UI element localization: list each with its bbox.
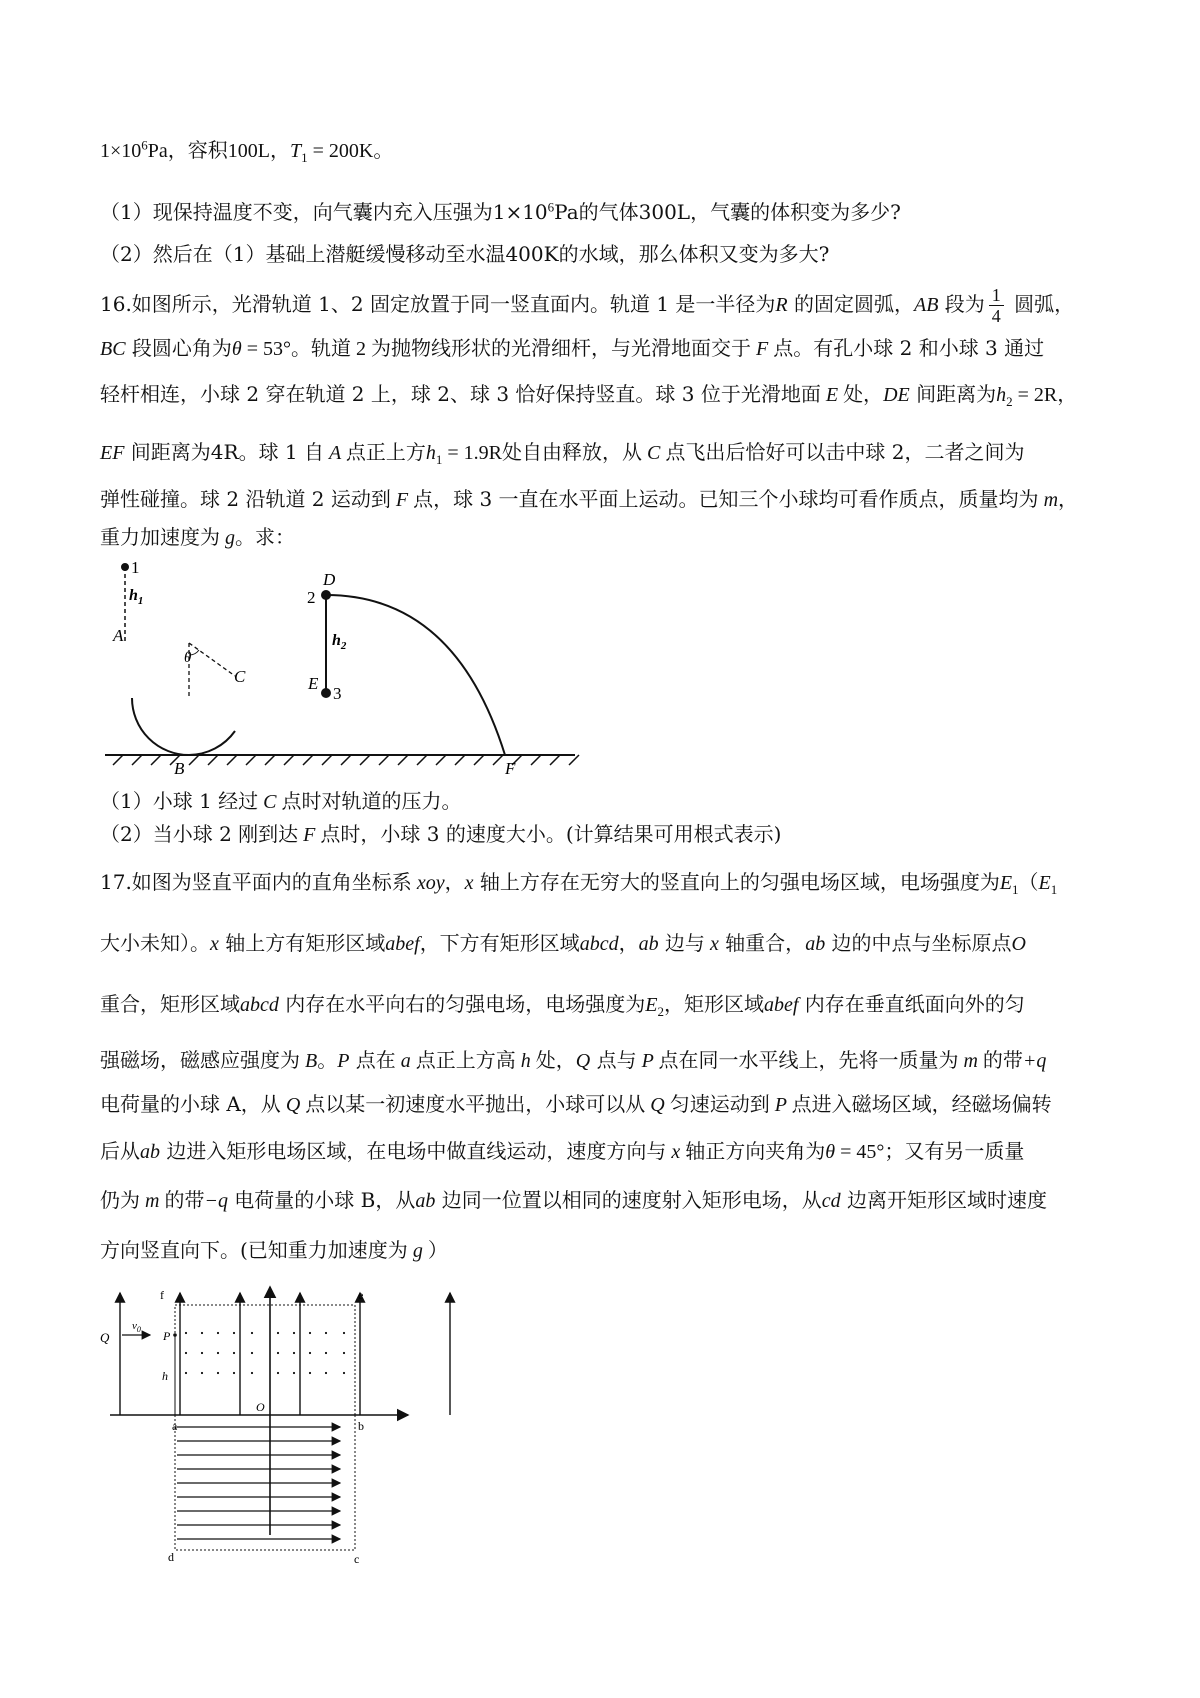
hatch-mark [303, 755, 313, 765]
fig-label-ball2: 2 [307, 588, 316, 607]
ball-1 [121, 563, 129, 571]
hatch-mark [379, 755, 389, 765]
fig-label-A: A [113, 626, 124, 645]
ball-3 [321, 688, 331, 698]
field-dot [201, 1352, 203, 1354]
q16-line6: 重力加速度为 g。求： [100, 525, 295, 549]
hatch-mark [436, 755, 446, 765]
fig17-label-Q: Q [100, 1330, 110, 1345]
field-dot [325, 1372, 327, 1374]
region-abef [175, 1305, 355, 1415]
field-dot [217, 1372, 219, 1374]
fig17-label-P: P [163, 1329, 171, 1343]
ball-2 [321, 590, 331, 600]
q17-line2: 大小未知）。x 轴上方有矩形区域abef，下方有矩形区域abcd，ab 边与 x 轴重合，ab 边的中点与坐标原点O [100, 931, 1026, 955]
q17-field-figure [100, 1285, 470, 1565]
hatch-mark [227, 755, 237, 765]
hatch-mark [474, 755, 484, 765]
hatch-mark [341, 755, 351, 765]
hatch-mark [113, 755, 123, 765]
q17-line7: 仍为 m 的带−q 电荷量的小球 B，从ab 边同一位置以相同的速度射入矩形电场，从cd 边离开矩形区域时速度 [100, 1188, 1047, 1212]
field-dot [233, 1352, 235, 1354]
field-dot [217, 1352, 219, 1354]
field-dot [277, 1372, 279, 1374]
fig-label-theta: θ [184, 650, 192, 666]
track-1-arc [132, 698, 235, 755]
field-dot [185, 1372, 187, 1374]
one-quarter-fraction: $\frac{1}{4}$ [989, 285, 1004, 326]
e1-field-lines [120, 1293, 450, 1415]
fig-label-F: F [505, 759, 516, 778]
q16-line4: EF 间距离为4R。球 1 自 A 点正上方$h_1 = 1.9R$处自由释放，从 C 点飞出后恰好可以击中球 2，二者之间为 [100, 440, 1025, 467]
hatch-mark [265, 755, 275, 765]
fig-label-ball1: 1 [131, 558, 140, 577]
hatch-mark [455, 755, 465, 765]
field-dot [309, 1352, 311, 1354]
fig17-label-v0: $v_0$ [132, 1320, 141, 1334]
q15-part1: （1）现保持温度不变，向气囊内充入压强为$1\times 10^6Pa$的气体300L，气囊的体积变为多少? [100, 199, 901, 224]
hatch-mark [208, 755, 218, 765]
track-2-parabola [326, 595, 505, 755]
fig17-label-e: e [358, 1288, 364, 1302]
hatch-mark [246, 755, 256, 765]
q15-conditions: $1\times 10^6Pa$，容积100L，$T_1 = 200K$。 [100, 137, 394, 165]
field-dot [343, 1332, 345, 1334]
fig-label-h1: $h_1$ [129, 587, 144, 607]
fig-label-C: C [234, 667, 246, 686]
magnetic-field-dots [185, 1332, 345, 1374]
hatch-mark [569, 755, 579, 765]
field-dot [309, 1332, 311, 1334]
field-dot [201, 1332, 203, 1334]
field-dot [185, 1352, 187, 1354]
q17-line8: 方向竖直向下。(已知重力加速度为 g ） [100, 1238, 448, 1262]
fig-label-h2: $h_2$ [332, 632, 347, 652]
fig17-label-O: O [256, 1400, 265, 1414]
hatch-mark [284, 755, 294, 765]
hatch-mark [398, 755, 408, 765]
fig-label-ball3: 3 [333, 684, 342, 703]
field-dot [293, 1352, 295, 1354]
field-dot [343, 1352, 345, 1354]
q16-line1: 16.如图所示，光滑轨道 1、2 固定放置于同一竖直面内。轨道 1 是一半径为R 的固定圆弧，AB 段为 $\frac{1}{4}$ 圆弧， [100, 285, 1075, 326]
radius-oc-dashed [189, 643, 235, 676]
field-dot [309, 1372, 311, 1374]
field-dot [185, 1332, 187, 1334]
q16-line5: 弹性碰撞。球 2 沿轨道 2 运动到 F 点，球 3 一直在水平面上运动。已知三个小球均可看作质点，质量均为 m， [100, 487, 1079, 511]
fig-label-B: B [174, 759, 185, 778]
hatch-mark [189, 755, 199, 765]
field-dot [325, 1352, 327, 1354]
fig17-label-a: a [172, 1419, 178, 1433]
hatch-mark [550, 755, 560, 765]
field-dot [277, 1352, 279, 1354]
q15-part2: （2）然后在（1）基础上潜艇缓慢移动至水温400K的水域，那么体积又变为多大? [100, 242, 830, 266]
hatch-mark [322, 755, 332, 765]
fig17-label-c: c [354, 1552, 360, 1565]
q16-track-figure [95, 555, 585, 785]
field-dot [277, 1332, 279, 1334]
fig-label-D: D [323, 570, 336, 589]
fig17-label-b: b [358, 1419, 364, 1433]
q16-sub1: （1）小球 1 经过 C 点时对轨道的压力。 [100, 789, 462, 813]
field-dot [293, 1332, 295, 1334]
q16-sub2: （2）当小球 2 刚到达 F 点时，小球 3 的速度大小。(计算结果可用根式表示) [100, 822, 782, 846]
q17-line6: 后从ab 边进入矩形电场区域，在电场中做直线运动，速度方向与 x 轴正方向夹角为θ = 45°；又有另一质量 [100, 1139, 1025, 1163]
hatch-mark [132, 755, 142, 765]
hatch-mark [531, 755, 541, 765]
field-dot [251, 1372, 253, 1374]
field-dot [233, 1332, 235, 1334]
hatch-mark [493, 755, 503, 765]
q17-line3: 重合，矩形区域abcd 内存在水平向右的匀强电场，电场强度为$E_2$，矩形区域abef 内存在垂直纸面向外的匀 [100, 992, 1025, 1019]
field-dot [217, 1332, 219, 1334]
q16-line3: 轻杆相连，小球 2 穿在轨道 2 上，球 2、球 3 恰好保持竖直。球 3 位于光滑地面 E 处，DE 间距离为$h_2 = 2R$， [100, 382, 1078, 409]
hatch-mark [151, 755, 161, 765]
q17-line1: 17.如图为竖直平面内的直角坐标系 xoy，x 轴上方存在无穷大的竖直向上的匀强电场区域，电场强度为$E_1(E_1$ [100, 870, 1058, 897]
point-P [173, 1333, 177, 1337]
fig-label-E: E [308, 674, 319, 693]
fig17-label-f: f [160, 1288, 164, 1302]
hatch-mark [417, 755, 427, 765]
field-dot [201, 1372, 203, 1374]
field-dot [251, 1332, 253, 1334]
hatch-mark [360, 755, 370, 765]
fig17-label-d: d [168, 1550, 174, 1564]
e2-field-lines [177, 1427, 340, 1539]
fig17-label-h: h [162, 1369, 168, 1383]
q16-line2: BC 段圆心角为θ = 53°。轨道 2 为抛物线形状的光滑细杆，与光滑地面交于 F 点。有孔小球 2 和小球 3 通过 [100, 336, 1045, 360]
field-dot [325, 1332, 327, 1334]
field-dot [343, 1372, 345, 1374]
q17-line5: 电荷量的小球 A，从 Q 点以某一初速度水平抛出，小球可以从 Q 匀速运动到 P 点进入磁场区域，经磁场偏转 [100, 1092, 1052, 1116]
field-dot [251, 1352, 253, 1354]
field-dot [233, 1372, 235, 1374]
q17-line4: 强磁场，磁感应强度为 B。P 点在 a 点正上方高 h 处，Q 点与 P 点在同一水平线上，先将一质量为 m 的带+q [100, 1048, 1047, 1072]
field-dot [293, 1372, 295, 1374]
